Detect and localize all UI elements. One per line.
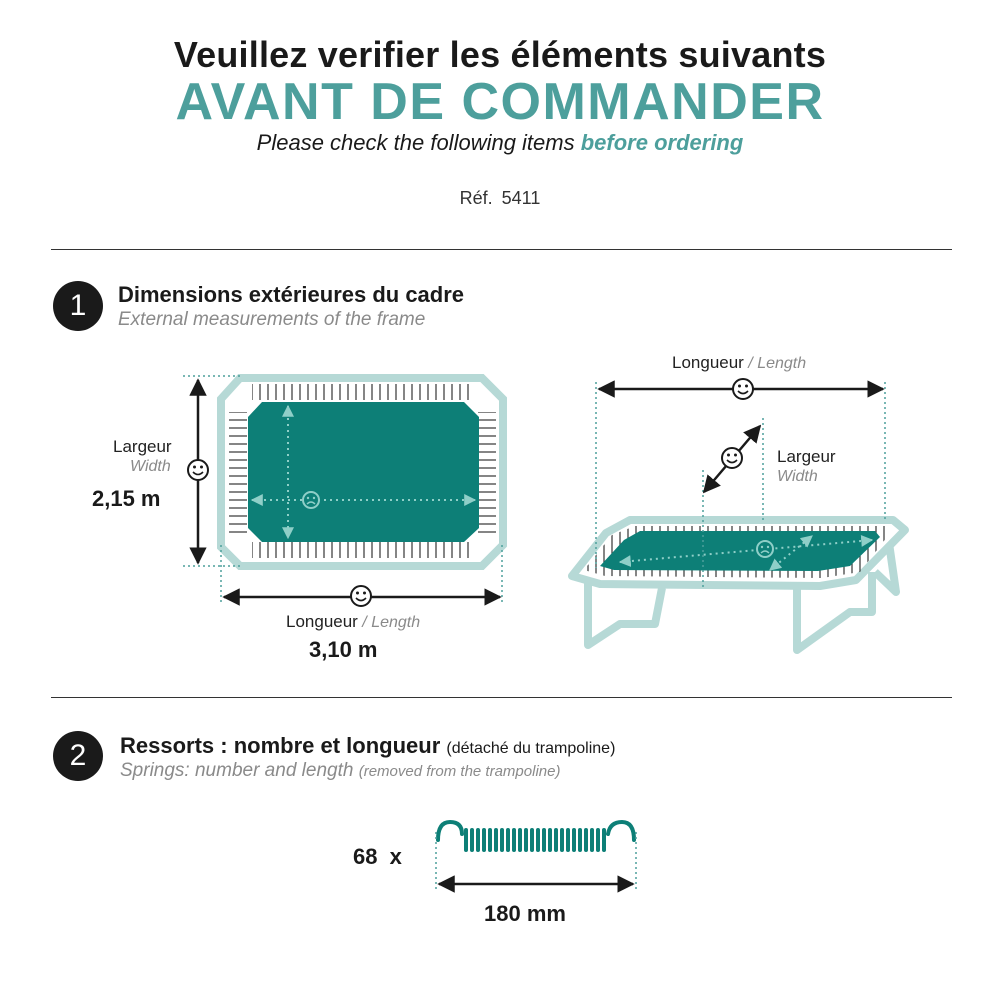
spring-coil <box>476 828 480 852</box>
spring-coil <box>494 828 498 852</box>
persp-length-label-group <box>672 353 806 373</box>
spring-count: 68 <box>353 844 378 869</box>
persp-length-label-en: / Length <box>748 355 807 372</box>
smiley-icon <box>351 586 371 606</box>
top-length-label: Longueur <box>286 612 358 631</box>
section2-subtitle: Springs: number and length <box>120 760 354 781</box>
section2-title: Ressorts : nombre et longueur <box>120 733 441 758</box>
top-length-label-en: / Length <box>362 614 421 631</box>
smiley-icon <box>733 379 753 399</box>
spring-coil <box>518 828 522 852</box>
spring-coils <box>464 828 606 852</box>
top-width-label-en: Width <box>130 458 171 475</box>
smiley-icon <box>188 460 208 480</box>
top-length-label-group <box>286 612 420 632</box>
smiley-icon <box>722 448 742 468</box>
spring-coil <box>524 828 528 852</box>
spring-coil <box>590 828 594 852</box>
spring-coil <box>488 828 492 852</box>
spring-coil <box>470 828 474 852</box>
spring-coil <box>512 828 516 852</box>
page-subtitle-prefix: Please check the following items <box>256 130 575 155</box>
section2-subtitle-group <box>120 760 560 782</box>
page-title: Veuillez verifier les éléments suivants <box>173 34 827 75</box>
spring-coil <box>482 828 486 852</box>
step-number-2: 2 <box>53 731 103 781</box>
spring-coil <box>554 828 558 852</box>
section1-title: Dimensions extérieures du cadre <box>118 282 465 307</box>
springs-right <box>478 412 496 534</box>
spring-coil <box>578 828 582 852</box>
spring-drawing <box>438 822 634 852</box>
spring-coil <box>572 828 576 852</box>
spring-coil <box>500 828 504 852</box>
spring-coil <box>566 828 570 852</box>
spring-coil <box>542 828 546 852</box>
spring-coil <box>560 828 564 852</box>
springs-bottom <box>252 542 474 558</box>
spring-count-group <box>353 844 402 870</box>
spring-coil <box>584 828 588 852</box>
spring-length-value: 180 mm <box>484 901 566 926</box>
mat <box>248 402 479 542</box>
perspective-trampoline <box>572 520 905 650</box>
reference-value: 5411 <box>501 188 541 208</box>
reference-label: Réf. <box>459 188 493 208</box>
step-number-1: 1 <box>53 281 103 331</box>
divider-middle <box>51 697 952 698</box>
spring-coil <box>464 828 468 852</box>
top-width-label: Largeur <box>113 437 172 456</box>
spring-coil <box>530 828 534 852</box>
spring-coil <box>548 828 552 852</box>
spring-coil <box>596 828 600 852</box>
page-subtitle-emphasis: before ordering <box>580 130 744 155</box>
section2-subtitle-note: (removed from the trampoline) <box>358 763 561 780</box>
springs-left <box>229 412 247 534</box>
spring-coil <box>506 828 510 852</box>
sad-face-icon <box>303 492 319 508</box>
top-width-value: 2,15 m <box>92 486 161 511</box>
springs-top <box>252 384 474 400</box>
section2-title-note: (détaché du trampoline) <box>446 740 616 757</box>
spring-count-suffix: x <box>389 844 402 869</box>
persp-length-label: Longueur <box>672 353 744 372</box>
spring-coil <box>536 828 540 852</box>
persp-width-label-en: Width <box>777 468 818 485</box>
sad-face-icon <box>757 541 773 557</box>
section2-title-group <box>120 733 615 759</box>
spring-coil <box>602 828 606 852</box>
page-title-emphasis: AVANT DE COMMANDER <box>175 73 825 131</box>
top-length-value: 3,10 m <box>309 637 378 662</box>
persp-width-label: Largeur <box>777 447 836 466</box>
top-view-trampoline <box>221 378 503 566</box>
section1-subtitle: External measurements of the frame <box>118 309 426 330</box>
